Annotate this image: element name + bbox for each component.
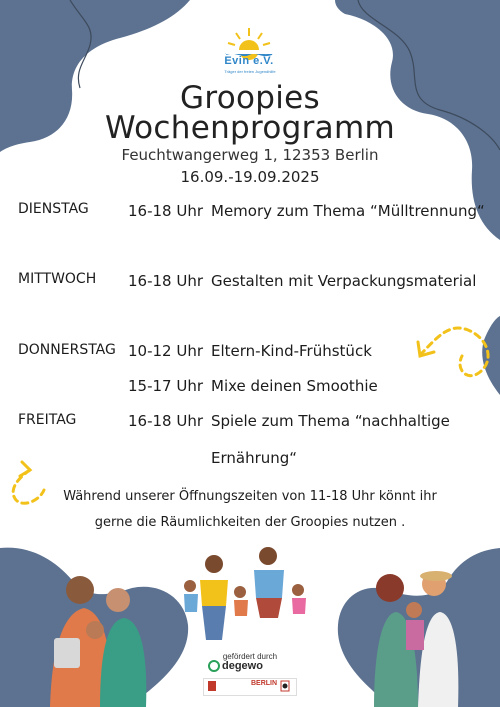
degewo-logo-icon: [208, 660, 220, 672]
schedule-day: DONNERSTAG: [18, 342, 116, 358]
schedule-time: 16-18 Uhr: [128, 202, 204, 220]
schedule-time: 10-12 Uhr: [128, 342, 204, 360]
berlin-logo-text: BERLIN: [251, 680, 278, 687]
berlin-bear-icon: [280, 680, 290, 692]
schedule-activity-continued: Ernährung“: [211, 449, 298, 467]
schedule-time: 15-17 Uhr: [128, 377, 204, 395]
funded-by-label: gefördert durch: [222, 652, 278, 661]
schedule-time: 16-18 Uhr: [128, 272, 204, 290]
date-range: 16.09.-19.09.2025: [180, 168, 320, 186]
address: Feuchtwangerweg 1, 12353 Berlin: [121, 146, 379, 164]
page-title-line2: Wochenprogramm: [105, 110, 395, 146]
org-name: Evin e.V.: [224, 55, 274, 67]
sponsor-name: degewo: [222, 660, 263, 672]
family-illustration-center: [184, 547, 306, 640]
opening-hours-note-line2: gerne die Räumlichkeiten der Groopies nutzen .: [94, 515, 406, 530]
schedule-activity: Gestalten mit Verpackungsmaterial: [211, 272, 477, 290]
schedule-day: FREITAG: [18, 412, 77, 428]
page-title-line1: Groopies: [180, 80, 320, 116]
schedule-day: DIENSTAG: [18, 201, 89, 217]
schedule-time: 16-18 Uhr: [128, 412, 204, 430]
opening-hours-note-line1: Während unserer Öffnungszeiten von 11-18 Uhr könnt ihr: [63, 489, 437, 504]
schedule-activity: Spiele zum Thema “nachhaltige: [211, 412, 450, 430]
schedule-activity: Eltern-Kind-Frühstück: [211, 342, 372, 360]
org-subtitle: Träger der freien Jugendhilfe: [224, 69, 276, 74]
schedule-day: MITTWOCH: [18, 271, 97, 287]
schedule-activity: Mixe deinen Smoothie: [211, 377, 378, 395]
schedule-activity: Memory zum Thema “Mülltrennung“: [211, 202, 485, 220]
city-crest-icon: [207, 680, 217, 692]
